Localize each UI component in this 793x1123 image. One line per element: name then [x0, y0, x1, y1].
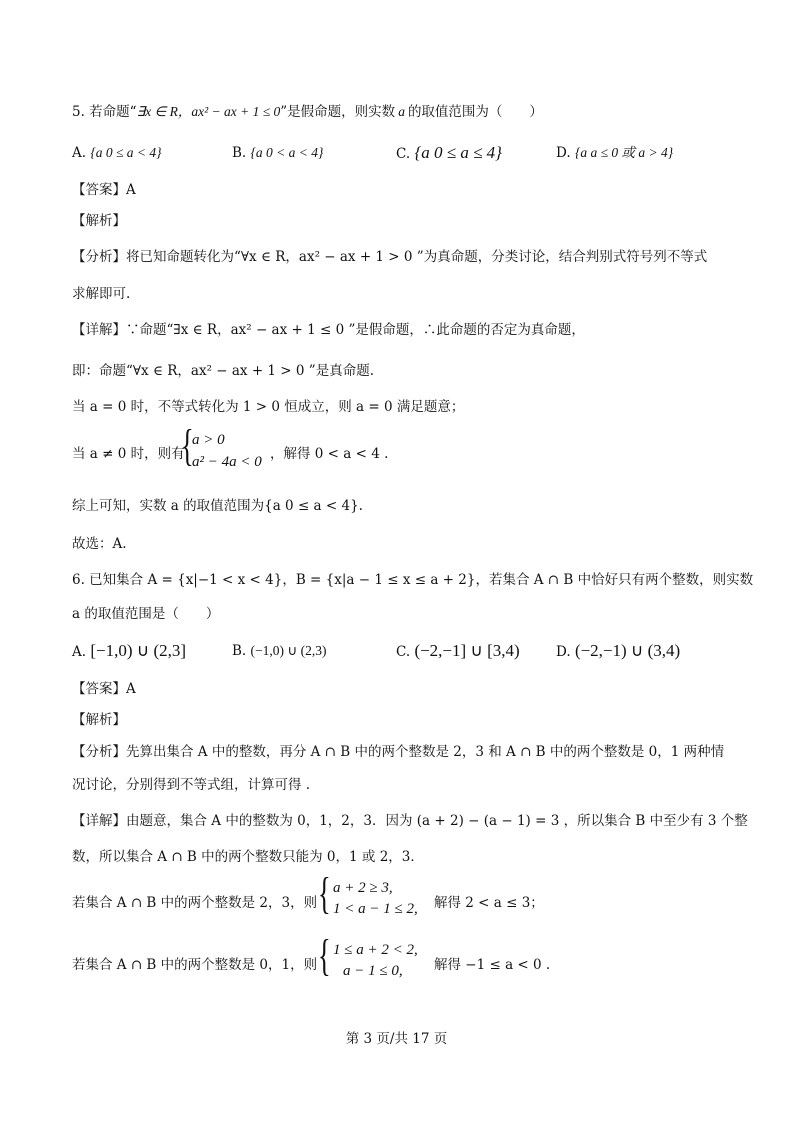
q5-stem-part1: 5. 若命题“ — [72, 104, 137, 120]
q5-option-d: D. {a a ≤ 0 或 a > 4} — [556, 145, 674, 161]
q6-answer: 【答案】A — [72, 681, 136, 697]
q5-case2-sys2: a² − 4a < 0 — [192, 454, 262, 470]
q6-case2-lead: 若集合 A ∩ B 中的两个整数是 0，1，则 — [72, 957, 318, 973]
q6-analysis-heading: 【解析】 — [72, 712, 126, 728]
q5-fenxi-line2: 求解即可. — [72, 286, 131, 302]
q5-fenxi-line1: 【分析】将已知命题转化为“∀x ∈ R，ax² − ax + 1 > 0 ”为真命题，分类讨论，结合判别式符号列不等式 — [72, 249, 708, 265]
q5-case2-lead: 当 a ≠ 0 时，则有 — [72, 446, 185, 462]
q6-stem-line2: a 的取值范围是（ ） — [72, 606, 220, 622]
q5-xiangjie-line2: 即：命题“∀x ∈ R，ax² − ax + 1 > 0 ”是真命题. — [72, 363, 374, 379]
q6-case1-lead: 若集合 A ∩ B 中的两个整数是 2，3，则 — [72, 895, 318, 911]
q5-stem-part3: 的取值范围为（ ） — [407, 104, 543, 120]
q5-stem-part2: ”是假命题，则实数 — [280, 104, 396, 120]
q6-stem-line1: 6. 已知集合 A = {x|−1 < x < 4}，B = {x|a − 1 ≤ x ≤ a + 2}，若集合 A ∩ B 中恰好只有两个整数，则实数 — [72, 572, 754, 588]
q6-option-d: D. (−2,−1) ∪ (3,4) — [556, 641, 681, 660]
q6-case2-sys1: 1 ≤ a + 2 < 2, — [333, 942, 418, 958]
q5-case2-brace: { — [181, 421, 194, 470]
q6-xiangjie-line2: 数，所以集合 A ∩ B 中的两个整数只能为 0，1 或 2，3． — [72, 849, 424, 865]
q6-option-c: C. (−2,−1] ∪ [3,4) — [396, 641, 520, 660]
q5-option-b: B. {a 0 < a < 4} — [232, 145, 324, 161]
q6-case2-brace: { — [318, 931, 331, 980]
q6-case2-sys2: a − 1 ≤ 0, — [343, 963, 403, 979]
q5-analysis-heading: 【解析】 — [72, 213, 126, 229]
q6-option-b: B. (−1,0) ∪ (2,3) — [232, 643, 327, 659]
q5-xiangjie-line1: 【详解】∵命题“∃x ∈ R，ax² − ax + 1 ≤ 0 ”是假命题，∴此命题的否定为真命题， — [72, 322, 585, 338]
q5-stem-math: ∃x ∈ R，ax² − ax + 1 ≤ 0 — [136, 104, 281, 119]
q5-case2-sys1: a > 0 — [192, 432, 225, 448]
q6-fenxi-line2: 况讨论，分别得到不等式组，计算可得 . — [72, 777, 311, 793]
q5-option-a: A. {a 0 ≤ a < 4} — [72, 145, 162, 161]
page-footer: 第 3 页/共 17 页 — [345, 1031, 448, 1047]
q6-fenxi-line1: 【分析】先算出集合 A 中的整数，再分 A ∩ B 中的两个整数是 2，3 和 A ∩ B 中的两个整数是 0，1 两种情 — [72, 744, 725, 760]
q5-answer: 【答案】A — [72, 182, 136, 198]
q5-stem — [72, 102, 543, 122]
q5-summary: 综上可知，实数 a 的取值范围为{a 0 ≤ a < 4}. — [72, 498, 363, 514]
q5-choose: 故选：A. — [72, 536, 127, 552]
q5-option-c: C. {a 0 ≤ a ≤ 4} — [396, 143, 502, 162]
q5-case2-result: ，解得 0 < a < 4 . — [270, 446, 389, 462]
q6-xiangjie-line1: 【详解】由题意，集合 A 中的整数为 0，1，2，3．因为 (a + 2) − (a − 1) = 3 ，所以集合 B 中至少有 3 个整 — [72, 813, 748, 829]
q6-case1-sys1: a + 2 ≥ 3, — [333, 880, 393, 896]
q6-case1-brace: { — [318, 869, 331, 918]
q6-case1-result: 解得 2 < a ≤ 3； — [434, 895, 544, 911]
q6-case2-result: 解得 −1 ≤ a < 0 . — [434, 957, 551, 973]
q5-stem-var: a — [398, 104, 405, 119]
q6-case1-sys2: 1 < a − 1 ≤ 2, — [333, 901, 418, 917]
q6-option-a: A. [−1,0) ∪ (2,3] — [72, 641, 187, 660]
q5-case1: 当 a = 0 时，不等式转化为 1 > 0 恒成立，则 a = 0 满足题意； — [72, 399, 465, 415]
